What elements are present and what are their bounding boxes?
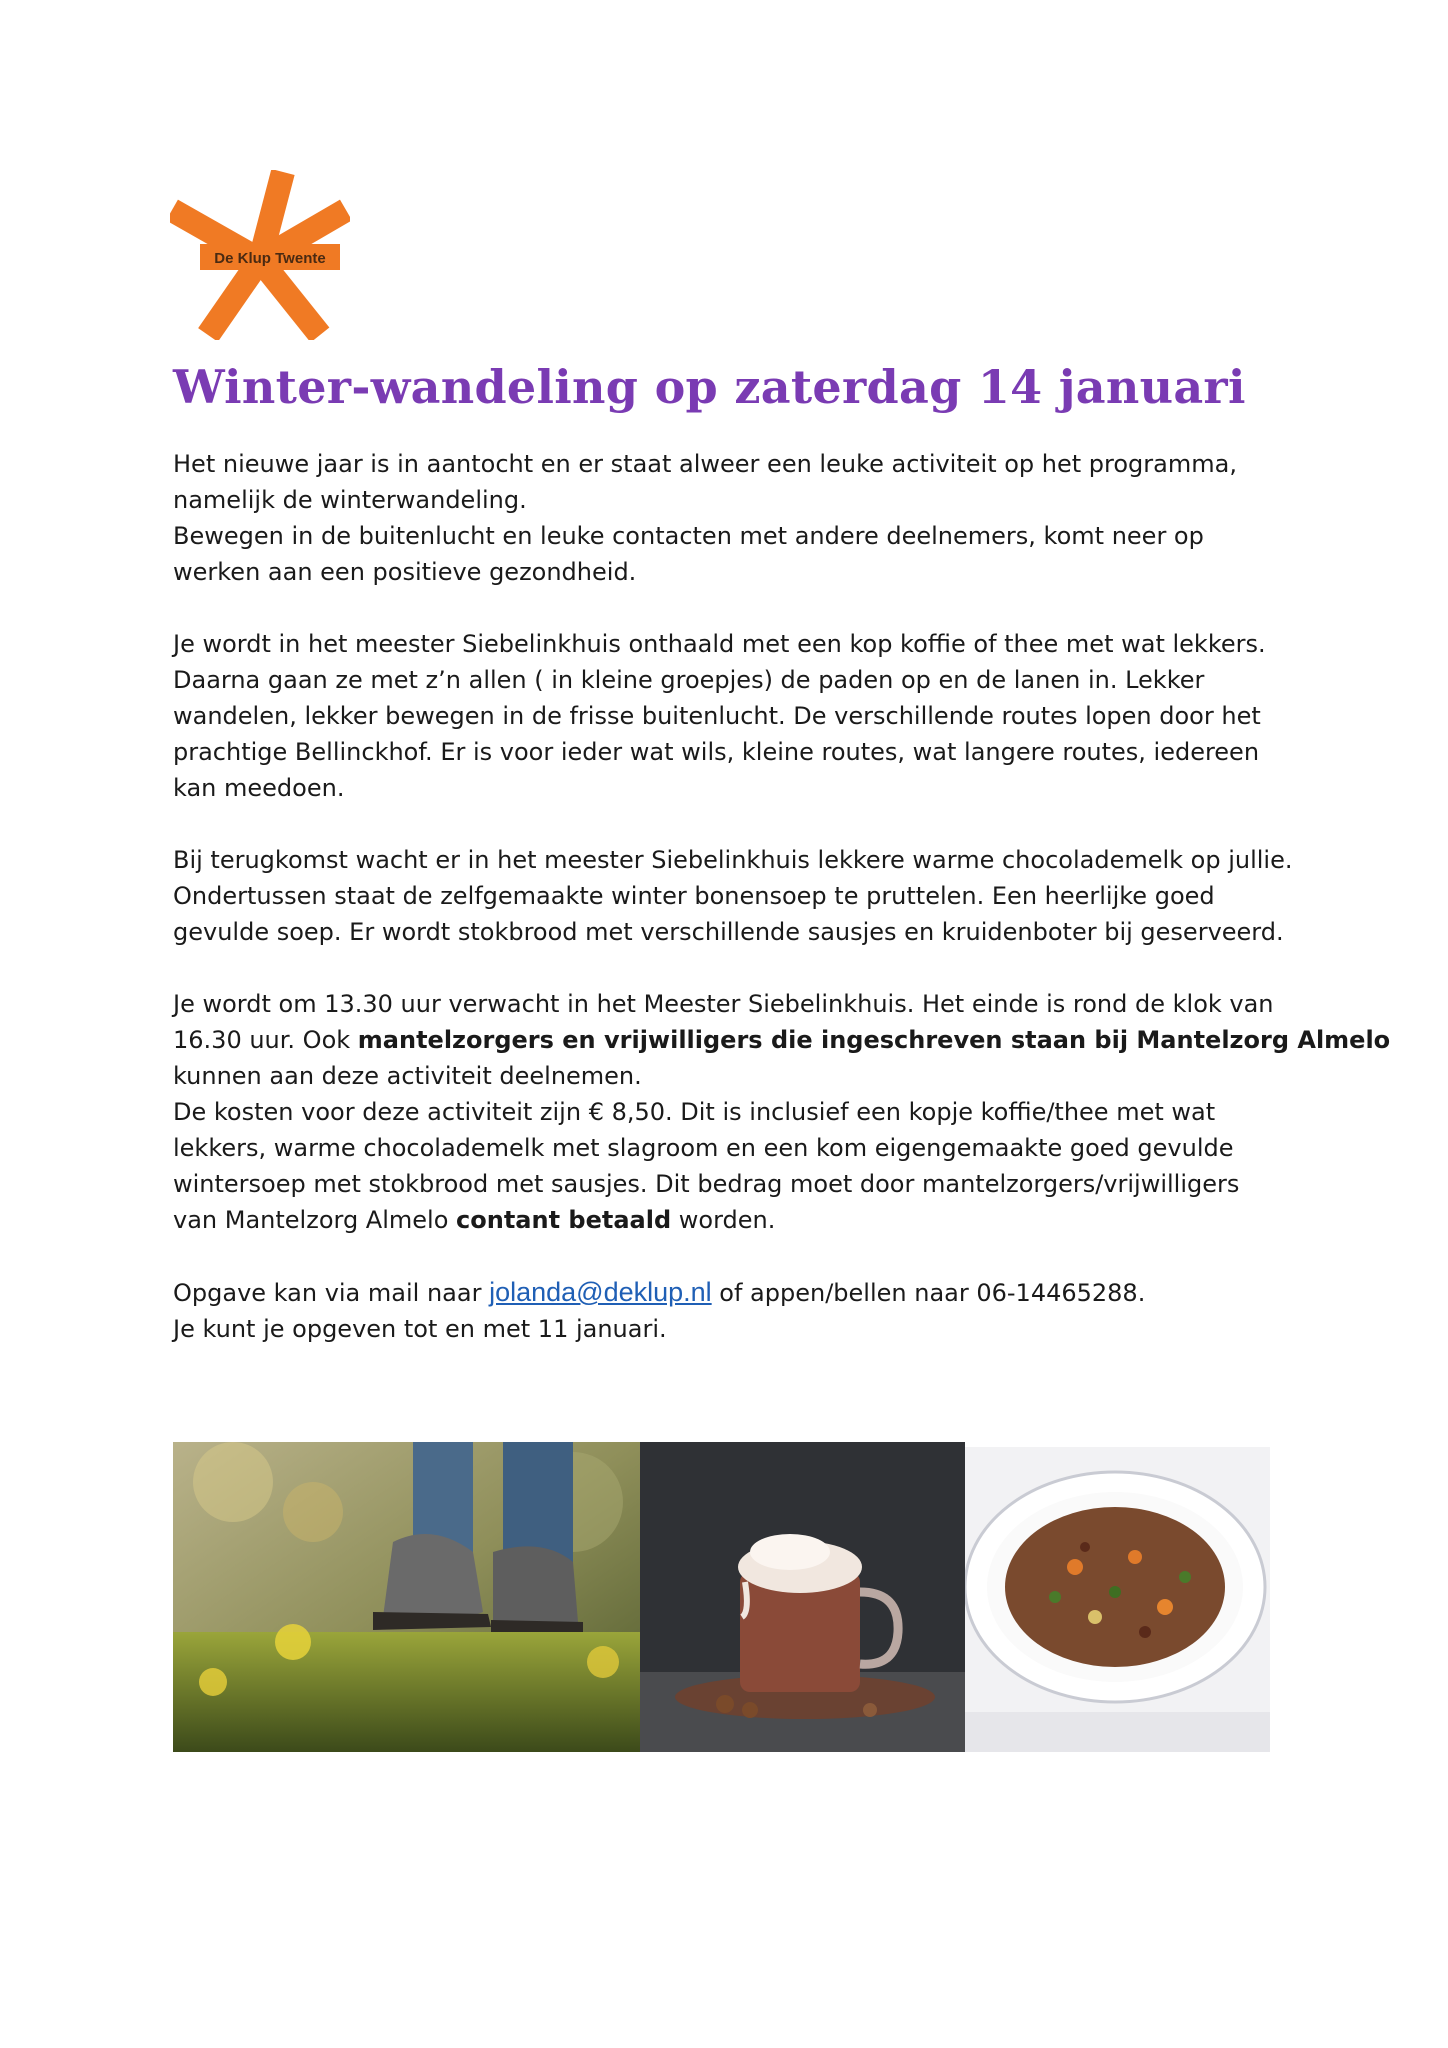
text-span: van Mantelzorg Almelo: [173, 1206, 457, 1234]
text-line: namelijk de winterwandeling.: [173, 486, 527, 514]
text-line: werken aan een positieve gezondheid.: [173, 558, 637, 586]
paragraph-intro: [173, 446, 1303, 590]
photo-strip: [173, 1442, 1270, 1752]
text-line: wandelen, lekker bewegen in de frisse buitenlucht. De verschillende routes lopen door het: [173, 702, 1261, 730]
paragraph-program: [173, 626, 1303, 806]
klup-asterisk-logo: [170, 170, 350, 340]
text-line: lekkers, warme chocolademelk met slagroom en een kom eigengemaakte goed gevulde: [173, 1134, 1234, 1162]
text-line: Je wordt in het meester Siebelinkhuis onthaald met een kop koffie of thee met wat lekkers.: [173, 630, 1266, 658]
text-span: 16.30 uur. Ook: [173, 1026, 358, 1054]
logo-text: De Klup Twente: [214, 250, 326, 267]
article-body: [173, 446, 1391, 1347]
text-line: prachtige Bellinckhof. Er is voor ieder wat wils, kleine routes, wat langere routes, iedereen: [173, 738, 1260, 766]
text-line: Ondertussen staat de zelfgemaakte winter bonensoep te pruttelen. Een heerlijke goed: [173, 882, 1215, 910]
text-line: Je kunt je opgeven tot en met 11 januari.: [173, 1315, 667, 1343]
text-line: Het nieuwe jaar is in aantocht en er staat alweer een leuke activiteit op het programma,: [173, 450, 1237, 478]
text-line: [173, 1274, 1303, 1311]
hot-chocolate-photo: [640, 1442, 965, 1752]
page-title: Winter-wandeling op zaterdag 14 januari: [173, 360, 1246, 414]
text-line: gevulde soep. Er wordt stokbrood met verschillende sausjes en kruidenboter bij geserveerd.: [173, 918, 1284, 946]
text-span: worden.: [671, 1206, 776, 1234]
bold-text: contant betaald: [456, 1206, 672, 1234]
paragraph-practical-info: [173, 986, 1391, 1238]
text-line: Je wordt om 13.30 uur verwacht in het Meester Siebelinkhuis. Het einde is rond de klok van: [173, 990, 1274, 1018]
bean-soup-photo: [965, 1447, 1270, 1752]
text-line: [173, 1022, 1391, 1058]
paragraph-return: [173, 842, 1303, 950]
email-link[interactable]: jolanda@deklup.nl: [489, 1277, 712, 1307]
text-line: kan meedoen.: [173, 774, 345, 802]
text-line: Bewegen in de buitenlucht en leuke contacten met andere deelnemers, komt neer op: [173, 522, 1204, 550]
text-line: kunnen aan deze activiteit deelnemen.: [173, 1062, 642, 1090]
text-span: Opgave kan via mail naar: [173, 1279, 490, 1307]
text-span: of appen/bellen naar 06-14465288.: [711, 1279, 1146, 1307]
text-line: Daarna gaan ze met z’n allen ( in kleine groepjes) de paden op en de lanen in. Lekker: [173, 666, 1205, 694]
text-line: wintersoep met stokbrood met sausjes. Dit bedrag moet door mantelzorgers/vrijwilligers: [173, 1170, 1240, 1198]
hiking-boots-photo: [173, 1442, 640, 1752]
logo: [170, 170, 350, 340]
text-line: [173, 1202, 1303, 1238]
bold-text: mantelzorgers en vrijwilligers die ingeschreven staan bij Mantelzorg Almelo: [357, 1026, 1391, 1054]
text-line: Bij terugkomst wacht er in het meester Siebelinkhuis lekkere warme chocolademelk op jullie.: [173, 846, 1293, 874]
text-line: De kosten voor deze activiteit zijn € 8,50. Dit is inclusief een kopje koffie/thee met wat: [173, 1098, 1216, 1126]
paragraph-registration: [173, 1274, 1303, 1347]
